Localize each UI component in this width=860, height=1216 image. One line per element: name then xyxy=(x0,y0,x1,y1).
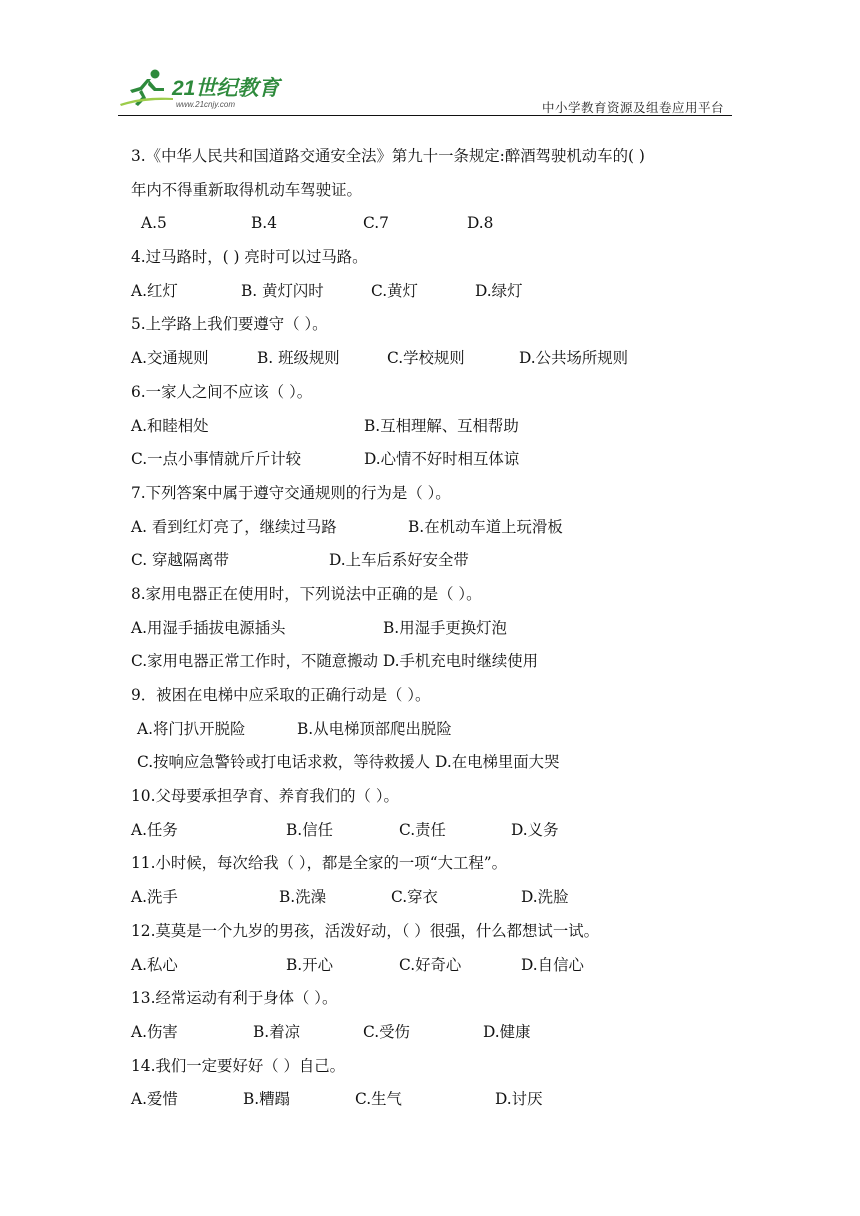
question-stem: 8.家用电器正在使用时，下列说法中正确的是（ ）。 xyxy=(131,584,482,603)
answer-option: C.家用电器正常工作时，不随意搬动 D.手机充电时继续使用 xyxy=(131,652,539,671)
question xyxy=(131,679,741,780)
answer-option: D.心情不好时相互体谅 xyxy=(364,450,520,469)
answer-option: B.用湿手更换灯泡 xyxy=(383,618,507,637)
question xyxy=(131,308,741,375)
answer-option: A.伤害 xyxy=(131,1022,178,1041)
answer-option: A.任务 xyxy=(131,820,178,839)
answer-option: A.用湿手插拔电源插头 xyxy=(131,618,286,637)
answer-option: D.上车后系好安全带 xyxy=(329,551,469,570)
options-row xyxy=(131,713,741,747)
answer-option: A.红灯 xyxy=(131,281,178,300)
answer-option: D.8 xyxy=(467,214,494,233)
answer-option: A.爱惜 xyxy=(131,1090,178,1109)
answer-option: C.受伤 xyxy=(363,1022,410,1041)
question xyxy=(131,780,741,847)
answer-option: B.着凉 xyxy=(253,1022,300,1041)
answer-option: A.和睦相处 xyxy=(131,416,209,435)
platform-title: 中小学教育资源及组卷应用平台 xyxy=(541,100,724,115)
header-divider xyxy=(118,115,732,116)
answer-option: D.讨厌 xyxy=(495,1090,543,1109)
answer-option: A.洗手 xyxy=(131,888,178,907)
question xyxy=(131,915,741,982)
question-stem: 6.一家人之间不应该（ ）。 xyxy=(131,382,313,401)
answer-option: A.将门扒开脱险 xyxy=(137,719,246,738)
options-row xyxy=(131,544,741,578)
question-stem: 4.过马路时，( ) 亮时可以过马路。 xyxy=(131,248,368,267)
answer-option: B.从电梯顶部爬出脱险 xyxy=(297,719,452,738)
answer-option: C.7 xyxy=(363,214,389,233)
answer-option: A. 看到红灯亮了，继续过马路 xyxy=(131,517,337,536)
answer-option: D.洗脸 xyxy=(521,888,569,907)
question xyxy=(131,477,741,578)
answer-option: B.4 xyxy=(251,214,277,233)
question xyxy=(131,241,741,308)
answer-option: D.健康 xyxy=(483,1022,531,1041)
options-row xyxy=(131,443,741,477)
21cnjy-logo xyxy=(118,68,293,110)
question xyxy=(131,578,741,679)
logo-text: 21世纪教育 xyxy=(172,77,280,100)
question-stem: 3.《中华人民共和国道路交通安全法》第九十一条规定:醉酒驾驶机动车的( ) xyxy=(131,147,645,165)
question xyxy=(131,982,741,1049)
answer-option: C.责任 xyxy=(399,820,446,839)
options-row xyxy=(131,511,741,545)
answer-option: B. 班级规则 xyxy=(257,349,340,368)
answer-option: C. 穿越隔离带 xyxy=(131,551,229,570)
answer-option: A.私心 xyxy=(131,955,178,974)
question-stem: 14.我们一定要好好（ ）自己。 xyxy=(131,1056,346,1075)
answer-option: C.好奇心 xyxy=(399,955,462,974)
answer-option: C.学校规则 xyxy=(387,349,465,368)
question-stem: 12.莫莫是一个九岁的男孩，活泼好动，（ ）很强，什么都想试一试。 xyxy=(131,921,599,940)
answer-option: D.义务 xyxy=(511,820,559,839)
options-row xyxy=(131,949,741,983)
options-row xyxy=(131,1083,741,1117)
options-row xyxy=(131,645,741,679)
answer-option: D.绿灯 xyxy=(475,281,523,300)
answer-option: B.在机动车道上玩滑板 xyxy=(408,517,563,536)
answer-option: B.糟蹋 xyxy=(243,1090,290,1109)
answer-option: B.洗澡 xyxy=(279,888,326,907)
answer-option: A.5 xyxy=(141,214,167,233)
answer-option: D.公共场所规则 xyxy=(519,349,629,368)
answer-option: D.自信心 xyxy=(521,955,584,974)
answer-option: B. 黄灯闪时 xyxy=(241,281,324,300)
answer-option: C.穿衣 xyxy=(391,888,438,907)
answer-option: B.开心 xyxy=(286,955,333,974)
answer-option: B.信任 xyxy=(286,820,333,839)
question-list xyxy=(131,140,741,1117)
options-row xyxy=(131,275,741,309)
options-row xyxy=(131,746,741,780)
options-row xyxy=(131,207,741,241)
question xyxy=(131,376,741,477)
question xyxy=(131,1050,741,1117)
options-row xyxy=(131,881,741,915)
answer-option: C.一点小事情就斤斤计较 xyxy=(131,450,302,469)
options-row xyxy=(131,612,741,646)
logo-url: www.21cnjy.com xyxy=(176,100,235,109)
question-stem: 5.上学路上我们要遵守（ ）。 xyxy=(131,315,328,334)
answer-option: B.互相理解、互相帮助 xyxy=(364,416,519,435)
answer-option: C.黄灯 xyxy=(371,281,418,300)
question-stem: 7.下列答案中属于遵守交通规则的行为是（ ）。 xyxy=(131,483,451,502)
question xyxy=(131,847,741,914)
question-stem: 13.经常运动有利于身体（ ）。 xyxy=(131,989,338,1008)
options-row xyxy=(131,342,741,376)
options-row xyxy=(131,814,741,848)
page-header xyxy=(118,60,732,116)
question-stem: 9．被困在电梯中应采取的正确行动是（ ）。 xyxy=(131,686,431,704)
question xyxy=(131,140,741,241)
answer-option: C.生气 xyxy=(355,1090,402,1109)
answer-option: C.按响应急警铃或打电话求救，等待救援人 D.在电梯里面大哭 xyxy=(137,753,560,772)
answer-option: A.交通规则 xyxy=(131,349,209,368)
options-row xyxy=(131,410,741,444)
question-stem: 年内不得重新取得机动车驾驶证。 xyxy=(131,180,362,199)
question-stem: 11.小时候，每次给我（ ），都是全家的一项“大工程”。 xyxy=(131,854,507,873)
options-row xyxy=(131,1016,741,1050)
question-stem: 10.父母要承担孕育、养育我们的（ ）。 xyxy=(131,787,399,806)
